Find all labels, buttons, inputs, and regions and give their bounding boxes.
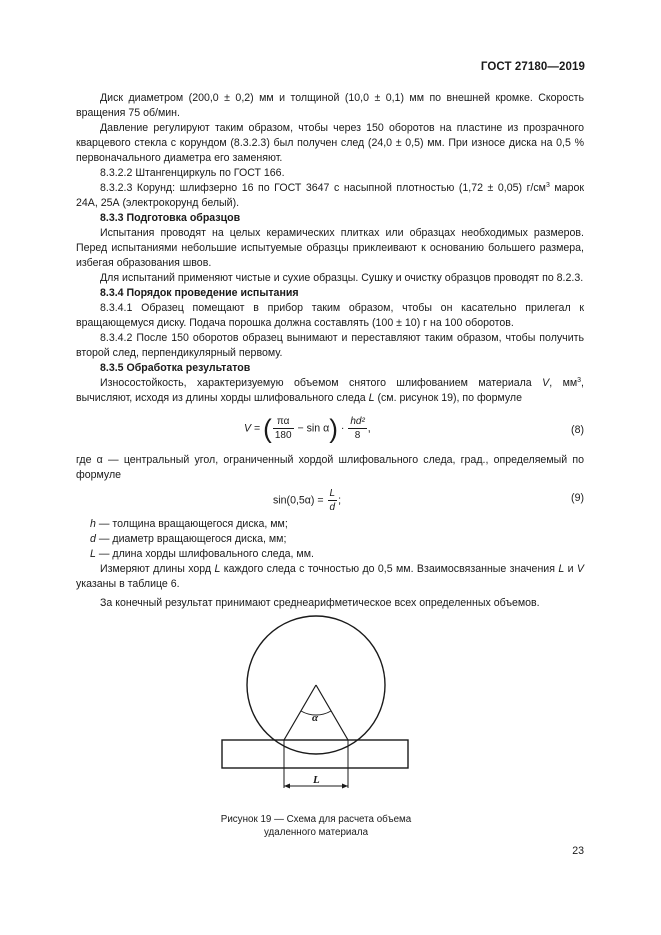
symbol: h (90, 518, 96, 530)
chord-length-label: L (313, 774, 320, 786)
formula-operator: = (254, 422, 261, 435)
text: Измеряют длины хорд (100, 563, 215, 575)
symbol: d (90, 533, 96, 545)
paragraph: За конечный результат принимают среднеарифметическое всех определенных объемов. (100, 597, 540, 609)
symbol: L (90, 548, 96, 560)
definition-d (76, 532, 584, 547)
open-paren: ( (263, 413, 272, 444)
alpha-label: α (312, 712, 319, 724)
definition-l (76, 547, 584, 562)
clause-8-3-2-3 (76, 181, 584, 211)
numerator: L (329, 488, 336, 499)
formula-8 (76, 413, 584, 447)
formula-term: − sin α (297, 422, 330, 435)
paragraph: Для испытаний применяют чистые и сухие образцы. Сушку и очистку образцов проводят по 8.2.3. (100, 272, 584, 284)
section-heading-8-3-3: 8.3.3 Подготовка образцов (100, 212, 241, 224)
equation-number: (8) (571, 424, 584, 436)
denominator: 8 (354, 430, 361, 441)
symbol: L (558, 563, 565, 575)
text: , вычисляют, исходя из длины хорды шлифовального следа (76, 377, 584, 404)
fraction (328, 487, 338, 514)
definition-h (76, 517, 584, 532)
text: — диаметр вращающегося диска, мм; (95, 533, 287, 545)
text: каждого следа с точностью до 0,5 мм. Взаимосвязанные значения (220, 563, 559, 575)
symbol: L (214, 563, 221, 575)
paragraph (76, 562, 584, 592)
paragraph: Давление регулируют таким образом, чтобы через 150 оборотов на пластине из прозрачного кварцевого стекла с корундом (8.3.2.3) был получен след (24,0 ± 0,5) мм. При износе диска на 0,5 % первоначального диаметра его заменяют. (76, 122, 584, 164)
clause-text: марок 24А, 25А (электрокорунд белый). (76, 182, 584, 209)
punctuation: ; (338, 494, 342, 507)
formula-body (244, 415, 371, 442)
paragraph: Испытания проводят на целых керамических плитках или образцах необходимых размеров. Перед испытаниями небольшие испытуемые образцы приклеивают к основанию большего размера, избегая образования швов. (76, 227, 584, 269)
formula-lhs: sin(0,5α) = (273, 494, 324, 507)
clause-8-3-2-2: 8.3.2.2 Штангенциркуль по ГОСТ 166. (100, 167, 285, 179)
section-heading-8-3-4: 8.3.4 Порядок проведение испытания (100, 287, 299, 299)
formula-symbol: V (244, 422, 252, 435)
clause-text: 8.3.2.3 Корунд: шлифзерно 16 по ГОСТ 3647 с насыпной плотностью (1,72 ± 0,05) г/см (100, 182, 546, 194)
punctuation: , (367, 422, 371, 435)
text: — длина хорды шлифовального следа, мм. (95, 548, 314, 560)
text: Износостойкость, характеризуемую объемом снятого шлифованием материала (100, 377, 543, 389)
denominator: 180 (274, 430, 292, 441)
figure-caption (200, 813, 432, 839)
paragraph (76, 376, 584, 406)
close-paren: ) (329, 413, 338, 444)
equation-number: (9) (571, 492, 584, 504)
angle-right-line (316, 685, 348, 740)
symbol: V (542, 377, 550, 389)
symbol: L (368, 392, 375, 404)
dimension-arrow-left (284, 784, 290, 789)
formula-9 (76, 485, 584, 513)
symbol: V (576, 563, 584, 575)
text: и (564, 563, 577, 575)
text: указаны в таблице 6. (76, 578, 180, 590)
superscript: 3 (545, 182, 550, 189)
clause-8-3-4-2: 8.3.4.2 После 150 оборотов образец вынимают и переставляют таким образом, чтобы получить второй след, перпендикулярный первому. (76, 332, 584, 359)
text: (см. рисунок 19), по формуле (374, 392, 523, 404)
numerator-text: hd² (350, 416, 365, 427)
text: — толщина вращающегося диска, мм; (95, 518, 288, 530)
figure-19-diagram (210, 610, 420, 810)
standard-header: ГОСТ 27180—2019 (480, 61, 585, 73)
numerator (348, 415, 366, 429)
superscript: 3 (577, 377, 582, 384)
caption-line: Рисунок 19 — Схема для расчета объема (220, 814, 412, 825)
dimension-arrow-right (342, 784, 348, 789)
where-alpha: где α — центральный угол, ограниченный хордой шлифовального следа, град., определяемый по формуле (76, 454, 584, 481)
section-heading-8-3-5: 8.3.5 Обработка результатов (100, 362, 251, 374)
numerator: πα (273, 415, 294, 429)
paragraph: Диск диаметром (200,0 ± 0,2) мм и толщиной (10,0 ± 0,1) мм по внешней кромке. Скорость вращения 75 об/мин. (76, 92, 584, 119)
denominator: d (329, 502, 336, 513)
body-text (76, 91, 584, 611)
clause-8-3-4-1: 8.3.4.1 Образец помещают в прибор таким образом, чтобы он касательно прилегал к вращающемуся диску. Подача порошка должна составлять (100 ± 10) г на 100 оборотов. (76, 302, 584, 329)
text: , мм (549, 377, 578, 389)
caption-line: удаленного материала (263, 827, 369, 838)
page-number: 23 (572, 845, 584, 857)
formula-operator: · (340, 422, 345, 435)
formula-body (273, 487, 341, 514)
fraction (273, 415, 294, 442)
fraction (348, 415, 366, 442)
